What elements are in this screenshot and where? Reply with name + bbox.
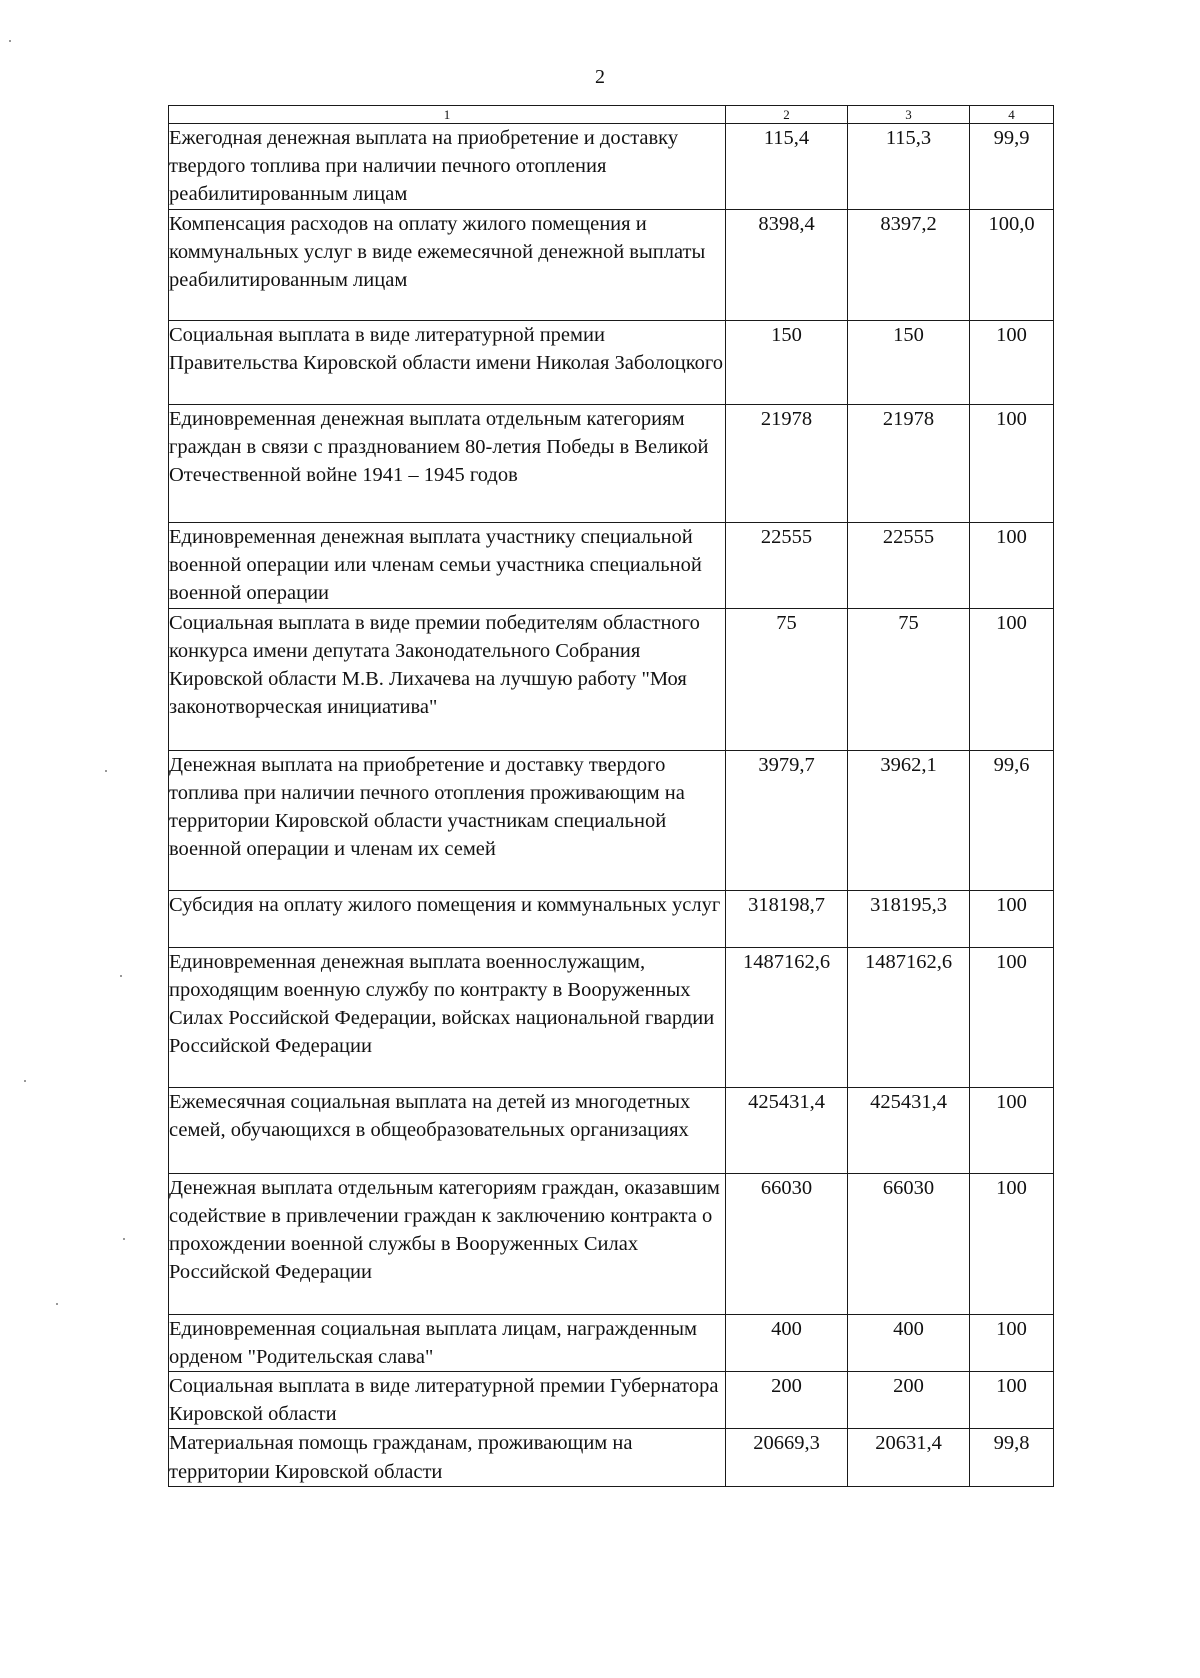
percent-value: 99,8 [970,1429,1054,1486]
percent-value: 100 [970,947,1054,1087]
actual-value: 20631,4 [848,1429,970,1486]
actual-value: 200 [848,1372,970,1429]
table-row [169,522,1054,608]
payments-table [168,105,1054,1487]
percent-value: 100 [970,608,1054,750]
table-row [169,209,1054,320]
percent-value: 100 [970,1173,1054,1314]
payment-name: Материальная помощь гражданам, проживающим на территории Кировской области [169,1429,726,1486]
payment-name: Социальная выплата в виде премии победителям областного конкурса имени депутата Законодательного Собрания Кировской области М.В. Лихачева на лучшую работу "Моя законотворческая инициатива" [169,608,726,750]
column-header: 4 [970,106,1054,124]
percent-value: 99,6 [970,750,1054,890]
scan-speck [105,770,107,772]
page-number: 2 [595,66,605,88]
planned-value: 22555 [726,522,848,608]
table-row [169,124,1054,210]
percent-value: 100 [970,1372,1054,1429]
actual-value: 3962,1 [848,750,970,890]
payment-name: Ежемесячная социальная выплата на детей из многодетных семей, обучающихся в общеобразовательных организациях [169,1087,726,1173]
table-row [169,320,1054,404]
payment-name: Денежная выплата на приобретение и доставку твердого топлива при наличии печного отопления проживающим на территории Кировской области участникам специальной военной операции и членам их семей [169,750,726,890]
payment-name: Единовременная денежная выплата участнику специальной военной операции или членам семьи участника специальной военной операции [169,522,726,608]
table-row [169,1173,1054,1314]
table-row [169,750,1054,890]
percent-value: 100 [970,522,1054,608]
planned-value: 3979,7 [726,750,848,890]
planned-value: 8398,4 [726,209,848,320]
actual-value: 425431,4 [848,1087,970,1173]
payment-name: Денежная выплата отдельным категориям граждан, оказавшим содействие в привлечении граждан к заключению контракта о прохождении военной службы в Вооруженных Силах Российской Федерации [169,1173,726,1314]
table-row [169,1087,1054,1173]
percent-value: 100 [970,320,1054,404]
table-row [169,608,1054,750]
payment-name: Компенсация расходов на оплату жилого помещения и коммунальных услуг в виде ежемесячной денежной выплаты реабилитированным лицам [169,209,726,320]
table-row [169,1372,1054,1429]
percent-value: 100,0 [970,209,1054,320]
planned-value: 75 [726,608,848,750]
planned-value: 318198,7 [726,890,848,947]
column-header: 1 [169,106,726,124]
actual-value: 150 [848,320,970,404]
actual-value: 400 [848,1314,970,1371]
payment-name: Социальная выплата в виде литературной премии Правительства Кировской области имени Николая Заболоцкого [169,320,726,404]
payment-name: Ежегодная денежная выплата на приобретение и доставку твердого топлива при наличии печного отопления реабилитированным лицам [169,124,726,210]
scan-speck [120,975,122,977]
payment-name: Единовременная социальная выплата лицам, награжденным орденом "Родительская слава" [169,1314,726,1371]
actual-value: 1487162,6 [848,947,970,1087]
planned-value: 425431,4 [726,1087,848,1173]
payment-name: Субсидия на оплату жилого помещения и коммунальных услуг [169,890,726,947]
payment-name: Единовременная денежная выплата отдельным категориям граждан в связи с празднованием 80-летия Победы в Великой Отечественной войне 1941 – 1945 годов [169,404,726,522]
table-row [169,1429,1054,1486]
payment-name: Единовременная денежная выплата военнослужащим, проходящим военную службу по контракту в Вооруженных Силах Российской Федерации, войсках национальной гвардии Российской Федерации [169,947,726,1087]
planned-value: 150 [726,320,848,404]
actual-value: 66030 [848,1173,970,1314]
table-row [169,404,1054,522]
planned-value: 21978 [726,404,848,522]
actual-value: 75 [848,608,970,750]
percent-value: 100 [970,1087,1054,1173]
scan-speck [24,1080,26,1082]
actual-value: 8397,2 [848,209,970,320]
planned-value: 115,4 [726,124,848,210]
table-header-row [169,106,1054,124]
column-header: 2 [726,106,848,124]
actual-value: 318195,3 [848,890,970,947]
percent-value: 100 [970,890,1054,947]
scan-speck [56,1303,58,1305]
percent-value: 100 [970,1314,1054,1371]
planned-value: 400 [726,1314,848,1371]
actual-value: 115,3 [848,124,970,210]
planned-value: 66030 [726,1173,848,1314]
actual-value: 22555 [848,522,970,608]
percent-value: 100 [970,404,1054,522]
planned-value: 20669,3 [726,1429,848,1486]
scan-speck [123,1238,125,1240]
table-row [169,1314,1054,1371]
percent-value: 99,9 [970,124,1054,210]
payment-name: Социальная выплата в виде литературной премии Губернатора Кировской области [169,1372,726,1429]
planned-value: 1487162,6 [726,947,848,1087]
scan-speck [9,40,11,42]
column-header: 3 [848,106,970,124]
planned-value: 200 [726,1372,848,1429]
actual-value: 21978 [848,404,970,522]
table-row [169,947,1054,1087]
table-row [169,890,1054,947]
